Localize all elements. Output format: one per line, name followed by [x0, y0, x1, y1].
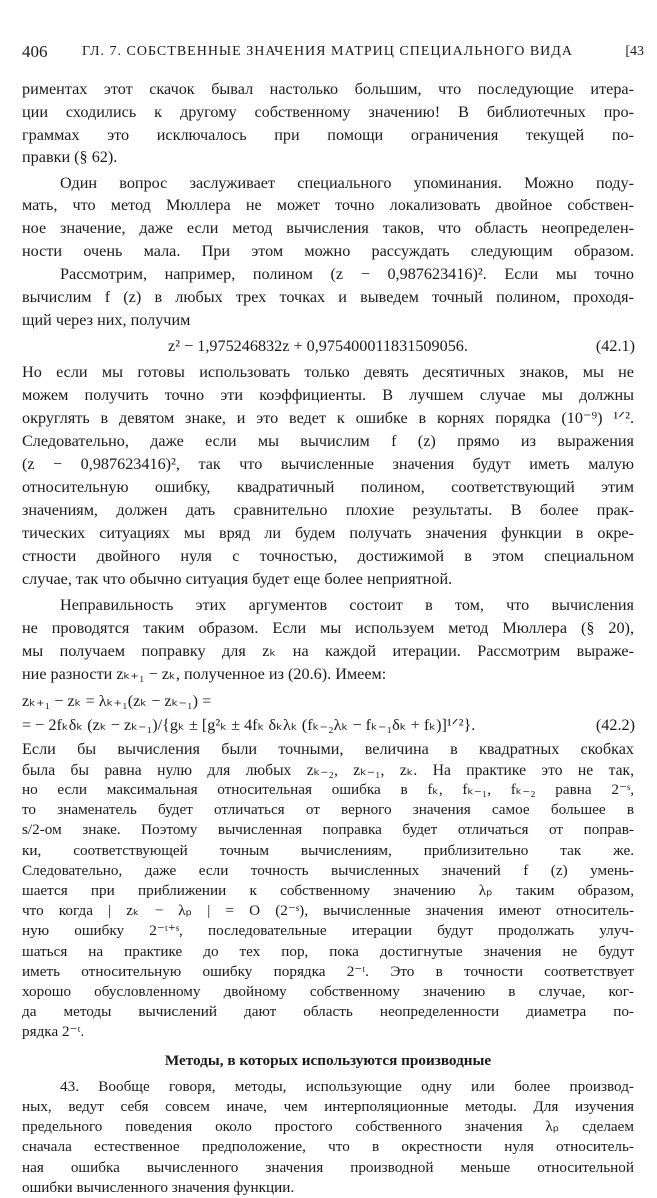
text-line: случае, так что обычно ситуация будет еще более неприятной. — [22, 570, 453, 588]
equation-number: (42.2) — [595, 716, 635, 734]
text-line: Следовательно, даже если мы вычислим f (z) прямо из выражения — [22, 432, 634, 450]
text-line: значениям, должен дать сравнительно плохие результаты. В более прак- — [22, 501, 634, 519]
text-line: правки (§ 62). — [22, 148, 118, 166]
equation-42-2-line2: = − 2fₖδₖ (zₖ − zₖ₋₁)/{gₖ ± [g²ₖ ± 4fₖ δₖλₖ (fₖ₋₂λₖ − fₖ₋₁δₖ + fₖ)]¹ᐟ²}. — [22, 716, 476, 734]
text-line: 43. Вообще говоря, методы, использующие одну или более производ- — [60, 1077, 634, 1095]
text-line: относительную ошибку, квадратичный полином, соответствующий этим — [22, 478, 634, 496]
text-line: s/2-ом знаке. Поэтому вычисленная поправка будет отличаться от поправ- — [22, 821, 634, 839]
text-block-flow — [22, 780, 634, 1198]
text-line: шается при приближении к собственному значению λₚ таким образом, — [22, 882, 634, 900]
text-line: да методы вычислений дают область неопределенности диаметра по- — [22, 1003, 634, 1021]
text-line: стности двойного нуля с точностью, достижимой в этом специальном — [22, 547, 634, 565]
text-line: Рассмотрим, например, полином (z − 0,987623416)². Если мы точно — [60, 265, 634, 283]
text-line: ние разности zₖ₊₁ − zₖ, полученное из (20.6). Имеем: — [22, 665, 387, 683]
page-number: 406 — [22, 42, 48, 61]
running-title: ГЛ. 7. СОБСТВЕННЫЕ ЗНАЧЕНИЯ МАТРИЦ СПЕЦИАЛЬНОГО ВИДА — [82, 44, 573, 59]
text-line: можем получить точно эти коэффициенты. В лучшем случае мы должны — [22, 386, 634, 404]
text-line: ности очень мала. При этом можно рассуждать следующим образом. — [22, 242, 634, 260]
text-line: вычислим f (z) в любых трех точках и выведем точный полином, проходя- — [22, 288, 634, 306]
text-line: риментах этот скачок бывал настолько большим, что последующие итера- — [22, 80, 634, 98]
text-line: ную ошибку 2⁻ᵗ⁺ˢ, последовательные итерации будут продолжать улуч- — [22, 922, 634, 940]
text-line: Следовательно, даже если точность вычисленных значений f (z) умень- — [22, 861, 634, 879]
text-line: ошибки вычисленного значения функции. — [22, 1178, 295, 1196]
text-line: Один вопрос заслуживает специального упоминания. Можно поду- — [60, 174, 634, 192]
text-line: рядка 2⁻ᵗ. — [22, 1023, 85, 1041]
equation-42-1: z² − 1,975246832z + 0,975400011831509056. — [168, 337, 468, 355]
text-line: но если максимальная относительная ошибка в fₖ, fₖ₋₁, fₖ₋₂ равна 2⁻ˢ, — [22, 781, 634, 798]
text-line: ная ошибка вычисленного значения производной меньше относительной — [22, 1158, 634, 1176]
text-line: Но если мы готовы использовать только девять десятичных знаков, мы не — [22, 363, 634, 381]
text-line: ции сходились к другому собственному значению! В библиотечных про- — [22, 103, 634, 121]
text-line: то знаменатель будет отличаться от верного значения самое большее в — [22, 801, 634, 819]
text-line: шаться на практике до тех пор, пока достигнутые значения не будут — [22, 942, 634, 960]
text-line: щий через них, получим — [22, 311, 191, 329]
text-line: тических ситуациях мы вряд ли будем получать значения функции в окре- — [22, 524, 634, 542]
text-line: ки, соответствующей точным вычислениям, приблизительно так же. — [22, 841, 634, 859]
equation-42-2-line1: zₖ₊₁ − zₖ = λₖ₊₁(zₖ − zₖ₋₁) = — [22, 692, 212, 710]
text-line: ное значение, даже если метод вычисления таков, что область неопределен- — [22, 219, 634, 237]
text-line: предельного поведения около простого собственного значения λₚ сделаем — [22, 1118, 634, 1136]
text-line: мать, что метод Мюллера не может точно локализовать двойное собствен- — [22, 196, 634, 214]
text-line: Если бы вычисления были точными, величина в квадратных скобках — [22, 740, 634, 758]
running-header — [22, 42, 644, 66]
text-line: что когда | zₖ − λₚ | = O (2⁻ˢ), вычисленные значения имеют относитель- — [22, 902, 634, 920]
text-line: Неправильность этих аргументов состоит в том, что вычисления — [60, 596, 634, 614]
text-line: иметь относительную ошибку порядка 2⁻ᵗ. Это в точности соответствует — [22, 962, 634, 980]
text-line: была бы равна нулю для любых zₖ₋₂, zₖ₋₁, zₖ. На практике это не так, — [22, 762, 634, 779]
text-line: округлять в девятом знаке, и это ведет к ошибке в корнях порядка (10⁻⁹) ¹ᐟ². — [22, 409, 634, 427]
text-line: хорошо обусловленному двойному собственному значению в случае, ког- — [22, 983, 634, 1001]
equation-number: (42.1) — [595, 337, 635, 355]
text-line: мы получаем поправку для zₖ на каждой итерации. Рассмотрим выраже- — [22, 642, 634, 660]
section-heading: Методы, в которых используются производные — [164, 1051, 492, 1069]
text-line: ных, ведут себя совсем иначе, чем интерполяционные методы. Для изучения — [22, 1098, 634, 1116]
text-line: граммах это исключалось при помощи ограничения текущей по- — [22, 126, 634, 144]
section-marker: [43 — [625, 44, 644, 59]
text-line: (z − 0,987623416)², так что вычисленные значения будут иметь малую — [22, 455, 634, 473]
text-line: не проводятся таким образом. Если мы используем метод Мюллера (§ 20), — [22, 619, 634, 637]
text-line: сначала естественное предположение, что в окрестности нуля относитель- — [22, 1138, 634, 1156]
